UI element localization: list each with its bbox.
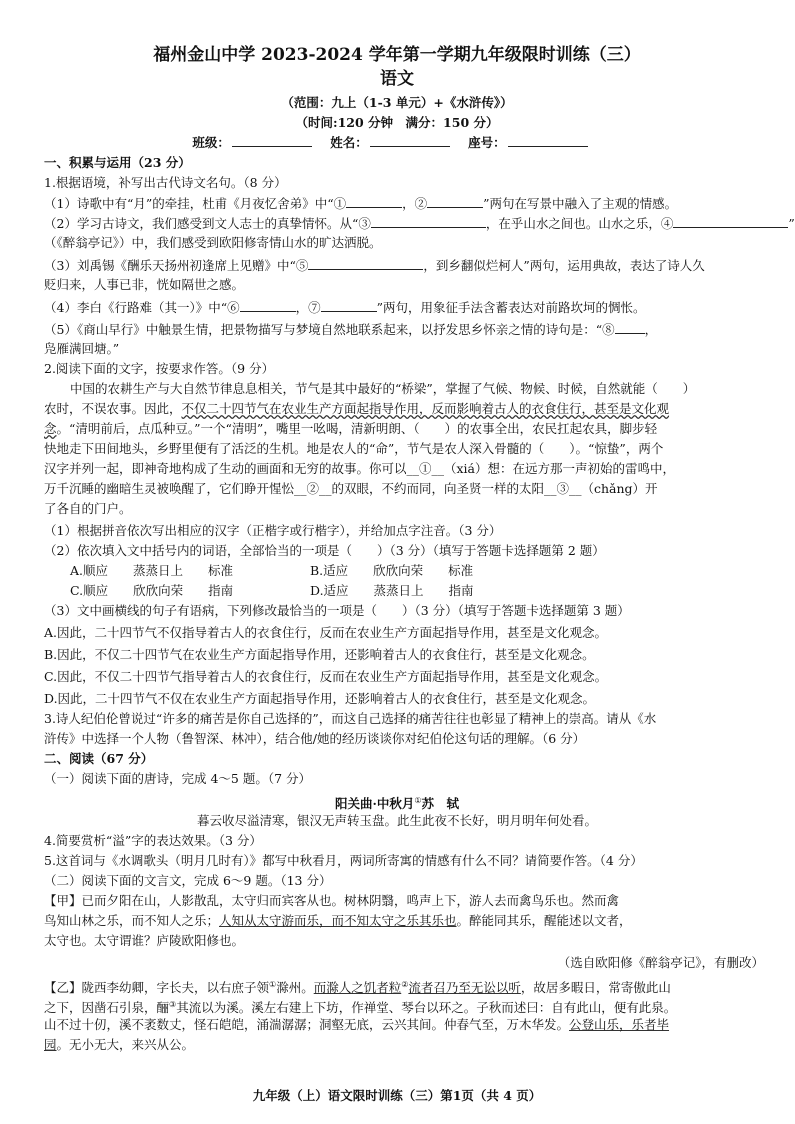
blank-8-label: ⑧ [602,322,615,337]
q1-1-text: （1）诗歌中有“月”的牵挂，杜甫《月夜忆舍弟》中“ [44,196,334,211]
blank-1-label: ① [333,196,347,211]
q1-1: （1）诗歌中有“月”的牵挂，杜甫《月夜忆舍弟》中“① ，② ”两句在写景中融入了主观的情感。 [44,196,678,211]
jia-line-2 [44,912,764,930]
blank-8[interactable] [615,320,645,334]
q1-2-mid: ，在乎山水之间也。山水之乐， [485,216,661,231]
yi-line-2a: 之下，因凿石引泉，酾 [44,1000,170,1016]
q1-3-cont: 贬归来，人事已非，恍如隔世之感。 [44,277,245,292]
sub3-option-b: B.因此，不仅二十四节气在农业生产方面起指导作用，还影响着古人的衣食住行，甚至是文化观念。 [44,647,595,662]
poem-body: 暮云收尽溢清寒，银汉无声转玉盘。此生此夜不长好，明月明年何处看。 [196,813,597,828]
q2-sub2: （2）依次填入文中括号内的词语，全部恰当的一项是（ ）（3 分）（填写于答题卡选择题第 2 题） [44,543,605,558]
q1-2-close: ” [788,216,795,231]
q5: 5.这首词与《水调歌头（明月几时有）》都写中秋看月，两词所寄寓的情感有什么不同？请简要作答。（4 分） [44,853,643,868]
yi-underlined-3: 公登山乐，乐者毕 [569,1017,670,1032]
q1-5 [44,320,764,339]
exam-time: （时间:120 分钟 满分：150 分） [295,115,499,130]
option-a-text: A.顺应 蒸蒸日上 标准 [70,563,234,578]
sub3-option-a: A.因此，二十四节气不仅指导着古人的衣食住行，反而在农业生产方面起指导作用，甚至是文化观念。 [44,625,608,640]
option-b-text: B.适应 欣欣向荣 标准 [310,563,474,578]
class-field[interactable] [232,134,312,147]
q2-stem: 2.阅读下面的文字，按要求作答。（9 分） [44,361,275,376]
section-poem-heading: （一）阅读下面的唐诗，完成 4～5 题。（7 分） [44,771,312,786]
blank-2[interactable] [427,194,483,208]
jia-line-2a: 鸟知山林之乐，而不知人之乐； [44,913,220,928]
yi-footnote-1: ① [269,980,277,989]
passage-line-2 [44,400,764,418]
blank-6-label: ⑥ [227,300,240,315]
section-classical-heading: （二）阅读下面的文言文，完成 6～9 题。（13 分） [44,873,332,888]
q1-5-comma: ， [644,322,658,337]
yi-underlined-1: 而滁人之饥者粒 [313,980,402,996]
jia-underlined: 人知从太守游而乐，而不知太守之乐其乐也 [219,913,457,928]
q1-4-tail: ”两句，用象征手法含蓄表达对前路坎坷的惆怅。 [376,300,646,315]
blank-1[interactable] [346,194,402,208]
class-label: 班级： [192,135,230,150]
poem-footnote-mark: ① [414,796,422,805]
yi-underlined-2: 流者召乃至无讼以听 [408,980,521,996]
blank-3-label: ③ [358,216,371,231]
q1-3 [44,256,764,275]
poem-title: 阳关曲·中秋月 [334,796,415,812]
passage-line-6: 万千沉睡的幽暗生灵被唤醒了，它们睁开惺忪__②__的双眼，不约而同，向圣贤一样的太阳__③__（chǎng）开 [44,481,658,496]
q1-3-tail: ，到乡翻似烂柯人”两句，运用典故，表达了诗人久 [423,258,705,273]
poem-title-line [0,792,794,813]
q3-line-2: 浒传》中选择一个人物（鲁智深、林冲），结合他/她的经历谈谈你对纪伯伦这句话的理解。（6 分） [44,731,586,746]
yi-line-3 [44,1016,764,1034]
q1-stem: 1.根据语境，补写出古代诗文名句。（8 分） [44,175,287,190]
exam-title: 福州金山中学 2023-2024 学年第一学期九年级限时训练（三） [153,45,641,65]
page-footer: 九年级（上）语文限时训练（三）第1页（共 4 页） [252,1088,542,1103]
yi-line-2b: 其流以为溪。溪左右建上下坊，作禅堂、琴台以环之。子秋而述曰：自有此山，便有此泉。 [176,1000,677,1016]
yi-line-1a: 【乙】陇西李幼卿，字长夫，以右庶子领 [44,980,270,996]
passage-line-5: 汉字并列一起，即神奇地构成了生动的画面和无穷的故事。你可以__①__（xiá）想：在远方那一声初始的雷鸣中， [44,461,676,476]
q2-sub3: （3）文中画横线的句子有语病，下列修改最恰当的一项是（ ）（3 分）（填写于答题卡选择题第 3 题） [44,603,630,618]
passage-line-3a: 。“清明前后，点瓜种豆。”一个“清明”，嘴里一吆喝，清新明朗、（ ）的农事全出，农民扛起农具，脚步轻 [56,421,658,436]
blank-7-label: ⑦ [308,300,321,315]
yi-line-4 [44,1036,764,1054]
yi-underlined-4: 园 [44,1037,57,1052]
name-label: 姓名： [330,135,368,150]
q1-1-tail: ”两句在写景中融入了主观的情感。 [483,196,678,211]
sub3-option-d: D.因此，二十四节气不仅在农业生产方面起指导作用，还影响着古人的衣食住行，甚至是文化观念。 [44,691,596,706]
blank-5-label: ⑤ [295,258,309,273]
blank-7[interactable] [321,298,377,312]
yi-line-4a: 。无小无大，来兴从公。 [56,1037,195,1052]
subject-title: 语文 [380,69,414,89]
part2-heading: 二、阅读（67 分） [44,751,154,766]
q4: 4.简要赏析“溢”字的表达效果。（3 分） [44,833,262,848]
option-c [44,582,764,600]
exam-scope: （范围：九上（1-3 单元）+《水浒传》） [281,95,513,110]
passage-line-2a: 农时，不误农事。因此， [44,401,182,416]
q1-2-text: （2）学习古诗文，我们感受到文人志士的真挚情怀。从“ [44,216,359,231]
blank-4-label: ④ [660,216,674,231]
yi-footnote-2: ② [401,980,409,989]
q1-2 [44,214,795,233]
yi-line-3a: 山不过十仞，溪不袤数丈，怪石皑皑，涌湍潺潺；洞壑无底，云兴其间。仲春气至，万木华发。 [44,1017,570,1032]
underlined-sentence: 不仅二十四节气在农业生产方面起指导作用，反而影响着古人的衣食住行，甚至是文化观 [181,401,670,416]
seat-field[interactable] [508,134,588,147]
passage-line-4: 快地走下田间地头，乡野里便有了活泛的生机。地是农人的“命”，节气是农人深入骨髓的（ ）。“惊蛰”，两个 [44,441,664,456]
jia-line-2b: 。醉能同其乐，醒能述以文者， [456,913,632,928]
passage-line-1: 中国的农耕生产与大自然节律息息相关，节气是其中最好的“桥梁”，掌握了气候、物候、时候，自然就能（ ） [70,381,696,396]
passage-line-7: 了各自的门户。 [44,501,132,516]
q1-2-cont: （《醉翁亭记》）中，我们感受到欧阳修寄情山水的旷达洒脱。 [44,235,382,250]
poem-author: 苏 轼 [421,796,460,812]
blank-6[interactable] [240,298,296,312]
blank-2-label: ② [414,196,428,211]
option-c-text: C.顺应 欣欣向荣 指南 [70,583,234,598]
yi-line-1b: 滁州。 [276,980,314,996]
jia-line-3: 太守也。太守谓谁？庐陵欧阳修也。 [44,933,245,948]
q1-5-cont: 凫雁满回塘。” [44,341,120,356]
option-d-text: D.适应 蒸蒸日上 指南 [310,583,474,598]
seat-label: 座号： [468,135,506,150]
underlined-sentence-end: 念 [44,421,57,436]
passage-line-3 [44,420,764,438]
blank-4[interactable] [673,214,788,228]
q3-line-1: 3.诗人纪伯伦曾说过“许多的痛苦是你自己选择的”，而这自己选择的痛苦往往也彰显了精神上的崇高。请从《水 [44,711,657,726]
q1-4-text: （4）李白《行路难（其一）》中“ [44,300,228,315]
yi-line-2 [44,996,764,1017]
jia-source: （选自欧阳修《醉翁亭记》，有删改） [557,955,764,970]
yi-line-1 [44,976,764,997]
part1-heading: 一、积累与运用（23 分） [44,155,191,170]
q1-3-text: （3）刘禹锡《酬乐天扬州初逢席上见赠》中“ [44,258,296,273]
blank-3[interactable] [371,214,486,228]
q2-sub1: （1）根据拼音依次写出相应的汉字（正楷字或行楷字），并给加点字注音。（3 分） [44,523,502,538]
blank-5[interactable] [308,256,423,270]
q1-5-text: （5）《商山早行》中触景生情，把景物描写与梦境自然地联系起来，以抒发思乡怀亲之情的诗句是：“ [44,322,603,337]
option-a [44,562,764,580]
jia-line-1: 【甲】已而夕阳在山，人影散乱，太守归而宾客从也。树林阴翳，鸣声上下，游人去而禽鸟乐也。然而禽 [44,893,620,908]
name-field[interactable] [370,134,450,147]
q1-4: （4）李白《行路难（其一）》中“⑥ ，⑦ ”两句，用象征手法含蓄表达对前路坎坷的惆怅。 [44,300,646,315]
yi-footnote-3: ③ [169,1000,177,1009]
yi-line-1c: ，故居多暇日，常寄傲此山 [520,980,671,996]
sub3-option-c: C.因此，不仅二十四节气指导着古人的衣食住行，反而在农业生产方面起指导作用，甚至是文化观念。 [44,669,608,684]
student-info-line [0,134,794,152]
